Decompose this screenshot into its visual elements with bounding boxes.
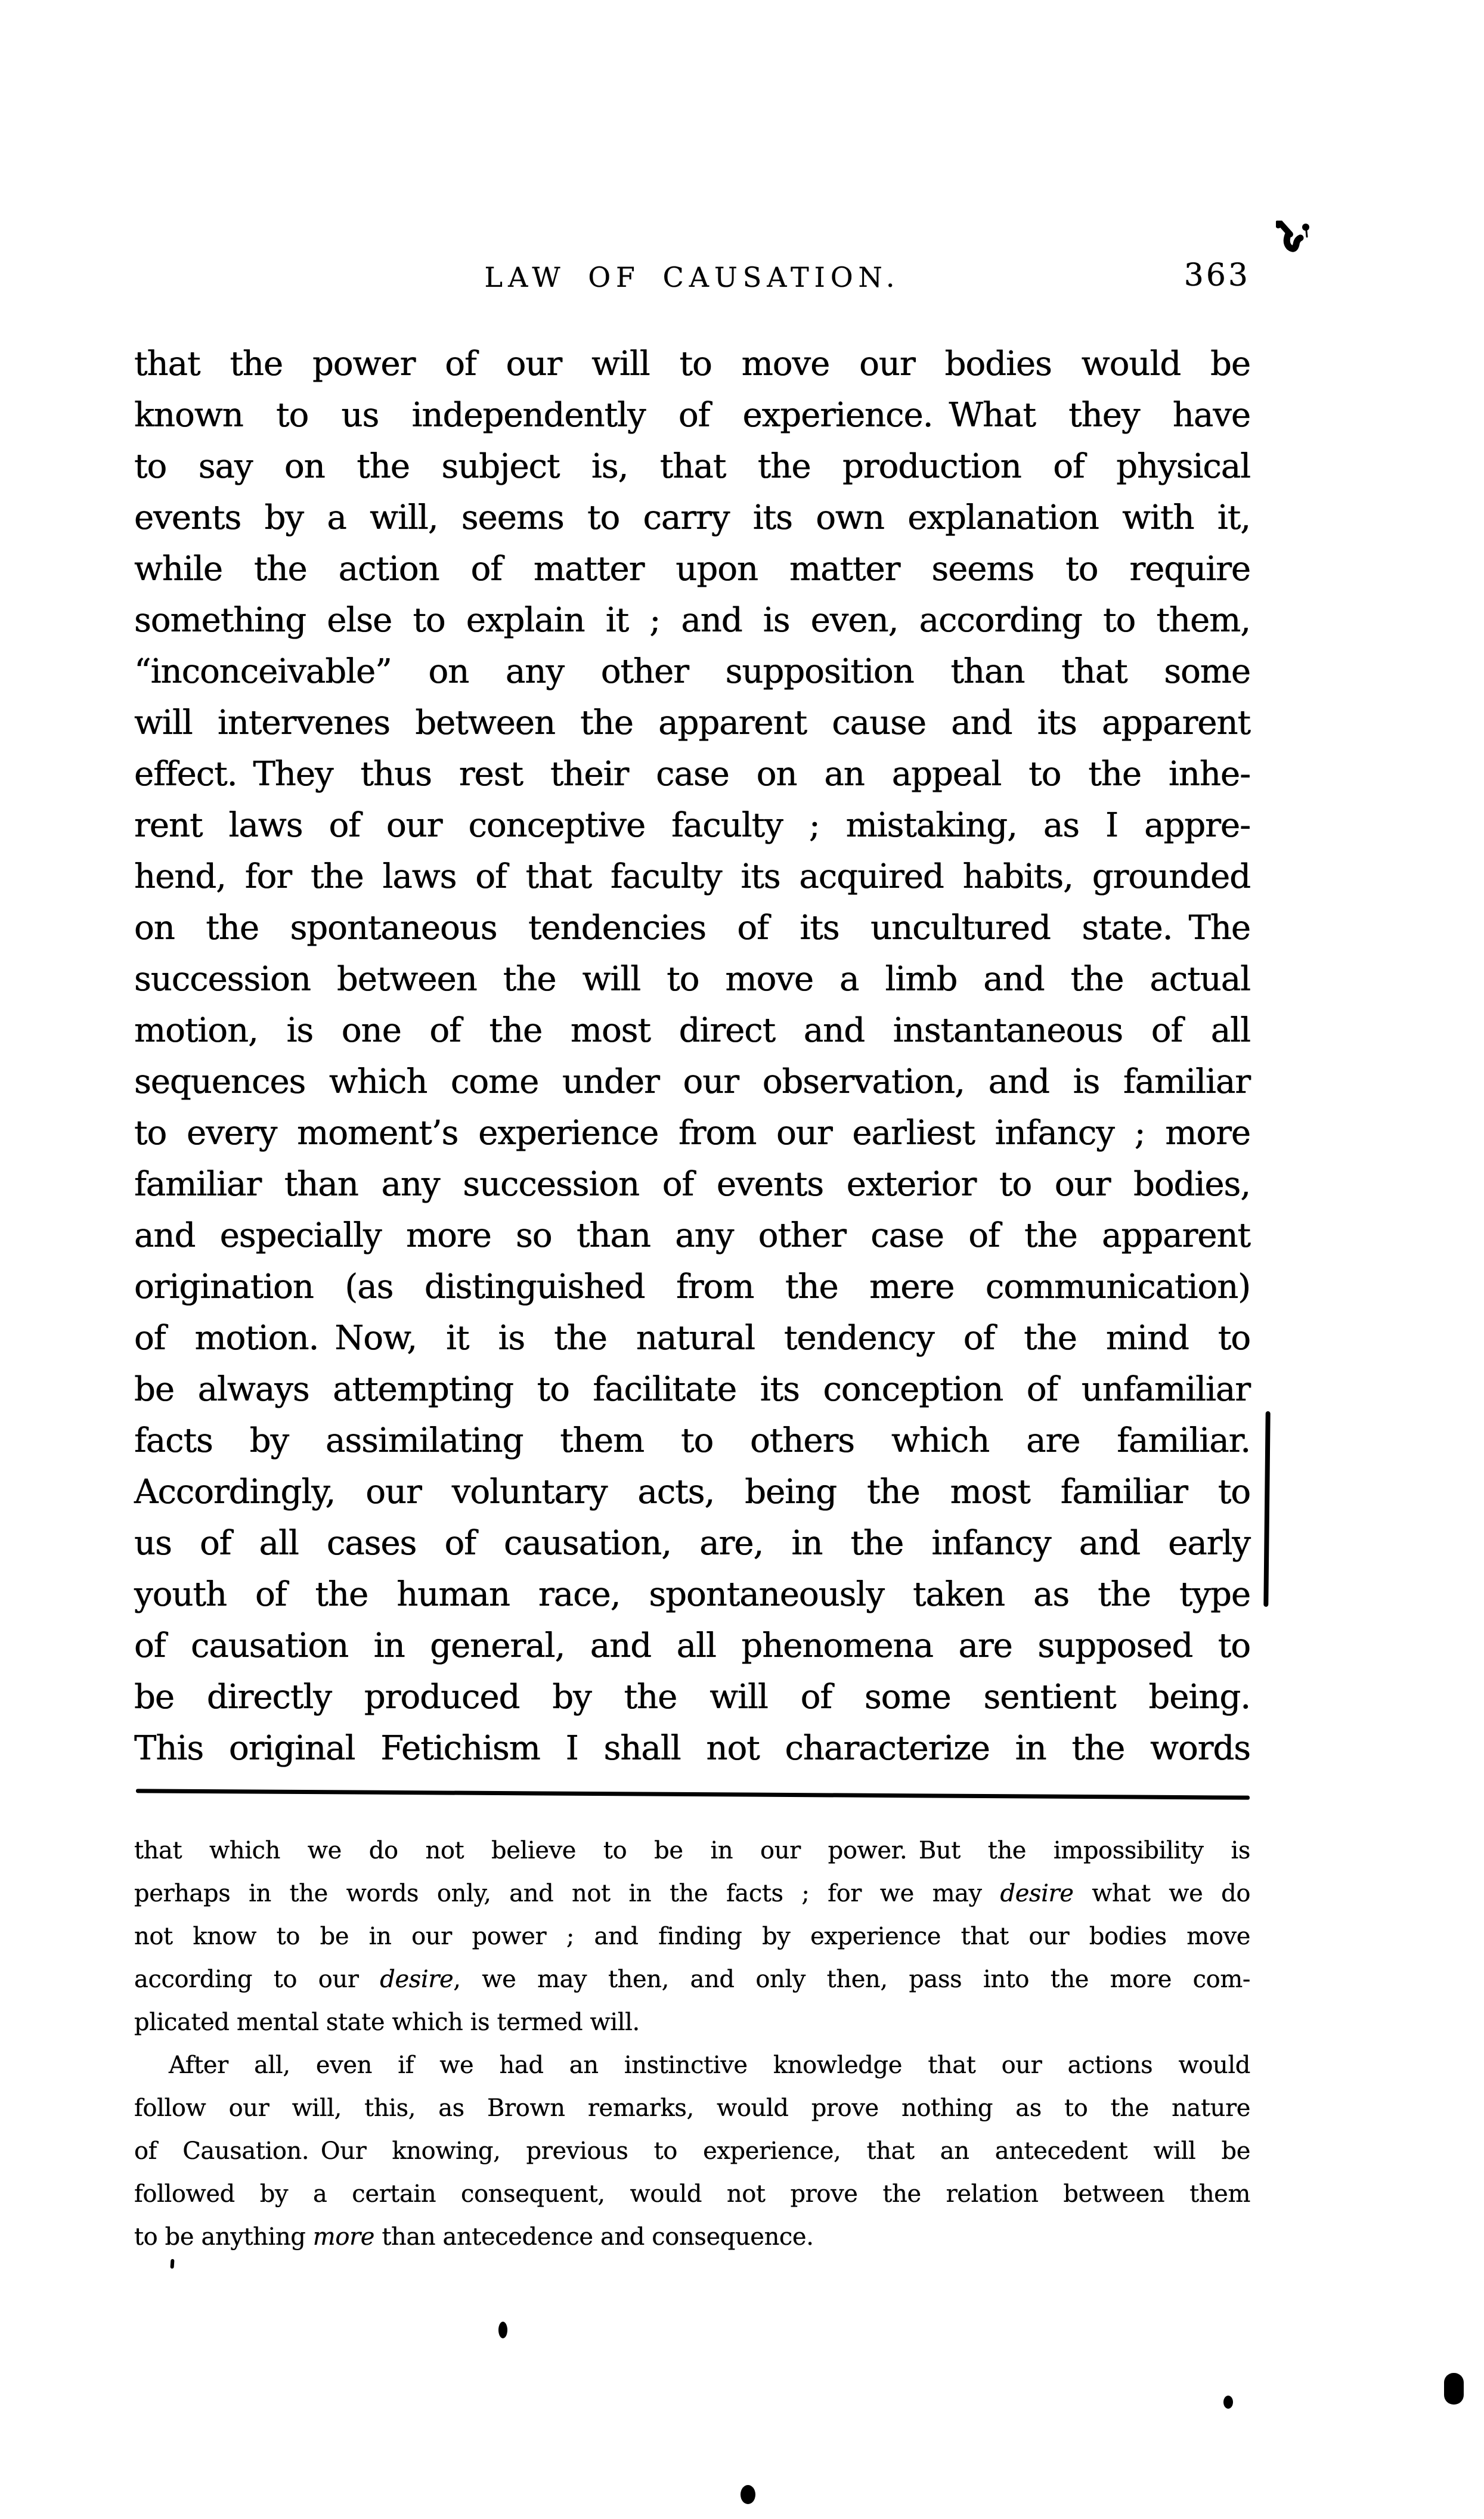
body-line: on the spontaneous tendencies of its uncultured state. The	[134, 909, 1250, 947]
footnote-line: of Causation. Our knowing, previous to experience, that an antecedent will be	[134, 2137, 1250, 2165]
body-line: sequences which come under our observation, and is familiar	[134, 1062, 1250, 1101]
footnote-line: not know to be in our power ; and finding by experience that our bodies move	[134, 1923, 1250, 1950]
body-line: origination (as distinguished from the mere communication)	[134, 1268, 1250, 1306]
body-line: something else to explain it ; and is even, according to them,	[134, 601, 1250, 640]
body-line: that the power of our will to move our bodies would be	[134, 345, 1250, 383]
body-line: will intervenes between the apparent cause and its apparent	[134, 704, 1250, 742]
main-text-block	[134, 339, 1250, 1774]
footnote-divider-rule	[136, 1789, 1250, 1799]
body-line: us of all cases of causation, are, in the infancy and early	[134, 1524, 1250, 1563]
footnote-italic-word: desire	[1000, 1880, 1074, 1907]
body-line: familiar than any succession of events exterior to our bodies,	[134, 1165, 1250, 1204]
footnote-line	[134, 2216, 1250, 2258]
body-line: motion, is one of the most direct and instantaneous of all	[134, 1011, 1250, 1050]
footnote-italic-word: desire	[380, 1966, 454, 1993]
body-line: “inconceivable” on any other supposition than that some	[134, 652, 1250, 691]
ink-speck-right-small	[1223, 2396, 1233, 2409]
footnote-segment: according to our	[134, 1966, 380, 1993]
ink-speck-left-tick	[170, 2259, 174, 2269]
body-line: to say on the subject is, that the production of physical	[134, 447, 1250, 486]
body-line: youth of the human race, spontaneously taken as the type	[134, 1575, 1250, 1614]
footnote-segment: perhaps in the words only, and not in the facts ; for we may	[134, 1880, 1000, 1907]
footnote-line: follow our will, this, as Brown remarks, would prove nothing as to the nature	[134, 2094, 1250, 2122]
body-line: This original Fetichism I shall not characterize in the words	[134, 1729, 1250, 1768]
body-line: of causation in general, and all phenomena are supposed to	[134, 1626, 1250, 1665]
body-line: be directly produced by the will of some sentient being.	[134, 1678, 1250, 1716]
footnote-line	[134, 1872, 1250, 1915]
ink-speck-bottom-center	[741, 2485, 755, 2504]
body-line: known to us independently of experience. What they have	[134, 396, 1250, 435]
body-line: facts by assimilating them to others which are familiar.	[134, 1421, 1250, 1460]
body-line: and especially more so than any other case of the apparent	[134, 1216, 1250, 1255]
body-line: rent laws of our conceptive faculty ; mistaking, as I appre-	[134, 806, 1250, 845]
body-line: effect. They thus rest their case on an appeal to the inhe-	[134, 755, 1250, 794]
margin-emphasis-stroke	[1263, 1411, 1270, 1607]
body-line: to every moment’s experience from our earliest infancy ; more	[134, 1114, 1250, 1152]
body-line: while the action of matter upon matter seems to require	[134, 550, 1250, 588]
handwritten-check-mark-icon	[1276, 221, 1313, 259]
footnote-segment: to be anything	[134, 2223, 313, 2251]
footnote-segment: than antecedence and consequence.	[374, 2223, 814, 2251]
body-line: events by a will, seems to carry its own explanation with it,	[134, 498, 1250, 537]
footnote-line: After all, even if we had an instinctive knowledge that our actions would	[169, 2052, 1250, 2079]
footnote-line	[134, 1958, 1250, 2001]
footnote-segment: what we do	[1073, 1880, 1250, 1907]
running-header-title: LAW OF CAUSATION.	[484, 261, 900, 293]
body-line: Accordingly, our voluntary acts, being the most familiar to	[134, 1473, 1250, 1511]
footnote-block	[134, 1829, 1250, 2258]
running-header	[134, 258, 1250, 303]
page-number: 363	[1184, 258, 1250, 293]
footnote-line: followed by a certain consequent, would not prove the relation between them	[134, 2180, 1250, 2208]
footnote-line: plicated mental state which is termed will.	[134, 2009, 640, 2036]
body-line: succession between the will to move a limb and the actual	[134, 960, 1250, 999]
body-line: be always attempting to facilitate its conception of unfamiliar	[134, 1370, 1250, 1409]
ink-speck-right-large	[1444, 2373, 1464, 2405]
ink-speck-center-left	[498, 2322, 507, 2338]
footnote-segment: , we may then, and only then, pass into the more com-	[453, 1966, 1251, 1993]
body-line: of motion. Now, it is the natural tendency of the mind to	[134, 1319, 1250, 1358]
body-line: hend, for the laws of that faculty its acquired habits, grounded	[134, 857, 1250, 896]
footnote-italic-word: more	[312, 2223, 375, 2251]
footnote-line: that which we do not believe to be in our power. But the impossibility is	[134, 1837, 1250, 1864]
